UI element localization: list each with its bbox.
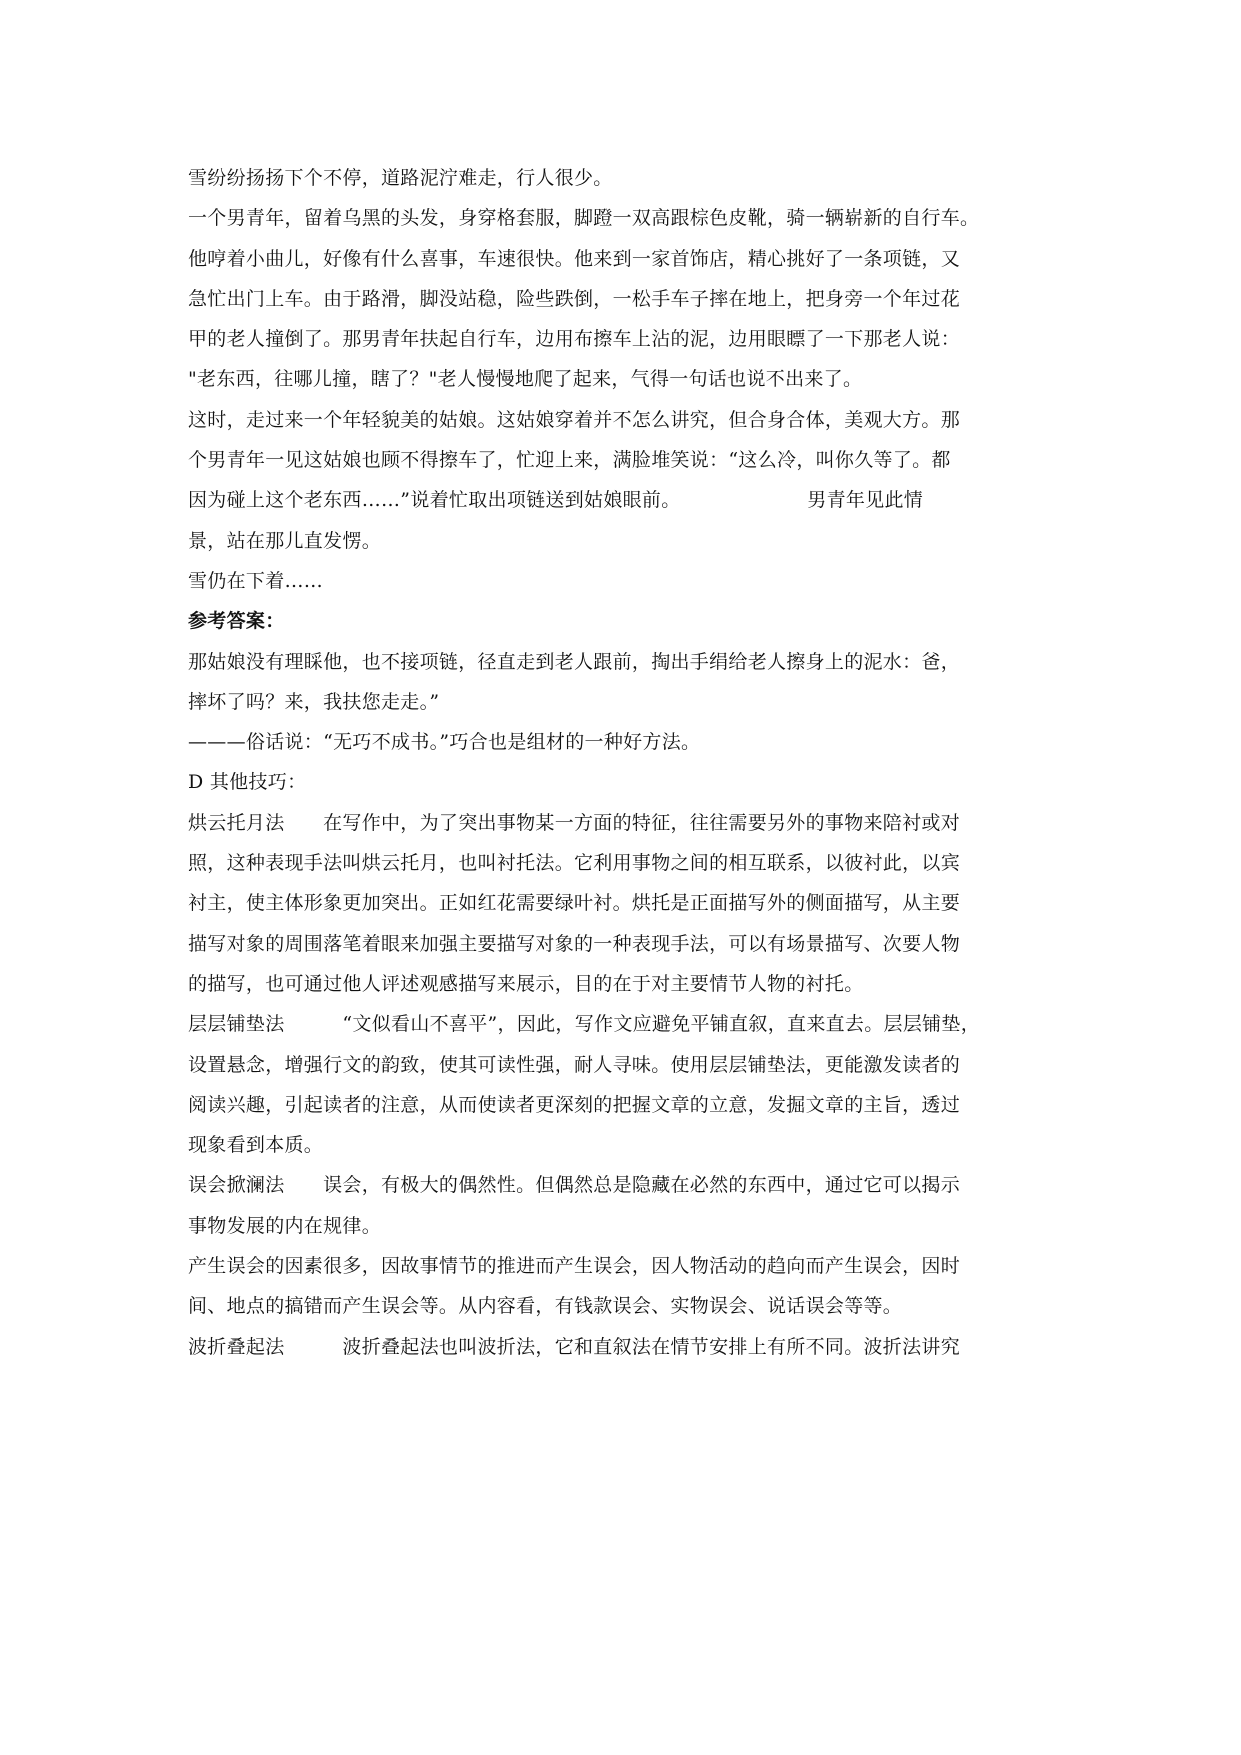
paragraph-line: 间、地点的搞错而产生误会等。从内容看，有钱款误会、实物误会、说话误会等等。 (188, 1295, 903, 1318)
paragraph-line: 因为碰上这个老东西……”说着忙取出项链送到姑娘眼前。 男青年见此情 (188, 489, 924, 512)
paragraph-line: 一个男青年，留着乌黑的头发，身穿格套服，脚蹬一双高跟棕色皮靴，骑一辆崭新的自行车。 (188, 207, 980, 230)
paragraph-line: 烘云托月法 在写作中，为了突出事物某一方面的特征，往往需要另外的事物来陪衬或对 (188, 811, 961, 834)
paragraph-line: 现象看到本质。 (188, 1134, 324, 1157)
paragraph-line: 描写对象的周围落笔着眼来加强主要描写对象的一种表现手法，可以有场景描写、次要人物 (188, 932, 961, 955)
paragraph-line: 摔坏了吗？来，我扶您走走。” (188, 690, 440, 713)
section-heading: D 其他技巧： (188, 771, 307, 794)
paragraph-line: 照，这种表现手法叫烘云托月，也叫衬托法。它利用事物之间的相互联系，以彼衬此，以宾 (188, 852, 961, 875)
paragraph-line: 雪纷纷扬扬下个不停，道路泥泞难走，行人很少。 (188, 167, 613, 189)
paragraph-line: 这时，走过来一个年轻貌美的姑娘。这姑娘穿着并不怎么讲究，但合身合体，美观大方。那 (188, 408, 961, 431)
paragraph-line: 衬主，使主体形象更加突出。正如红花需要绿叶衬。烘托是正面描写外的侧面描写，从主要 (188, 892, 961, 915)
paragraph-line: "老东西，往哪儿撞，瞎了？"老人慢慢地爬了起来，气得一句话也说不出来了。 (188, 368, 863, 391)
paragraph-line: 事物发展的内在规律。 (188, 1214, 382, 1237)
paragraph-line: 设置悬念，增强行文的韵致，使其可读性强，耐人寻味。使用层层铺垫法，更能激发读者的 (188, 1053, 961, 1076)
section-heading: 参考答案： (188, 610, 285, 633)
paragraph-line: 波折叠起法 波折叠起法也叫波折法，它和直叙法在情节安排上有所不同。波折法讲究 (188, 1335, 961, 1358)
paragraph-line: 那姑娘没有理睬他，也不接项链，径直走到老人跟前，掏出手绢给老人擦身上的泥水：爸， (188, 650, 961, 673)
paragraph-line: 他哼着小曲儿，好像有什么喜事，车速很快。他来到一家首饰店，精心挑好了一条项链，又 (188, 247, 961, 270)
paragraph-line: 误会掀澜法 误会，有极大的偶然性。但偶然总是隐藏在必然的东西中，通过它可以揭示 (188, 1174, 961, 1197)
paragraph-line: 产生误会的因素很多，因故事情节的推进而产生误会，因人物活动的趋向而产生误会，因时 (188, 1255, 961, 1278)
paragraph-line: 阅读兴趣，引起读者的注意，从而使读者更深刻的把握文章的立意，发掘文章的主旨，透过 (188, 1093, 961, 1116)
paragraph-line: ———俗话说：“无巧不成书。”巧合也是组材的一种好方法。 (188, 731, 701, 754)
paragraph-line: 雪仍在下着…… (188, 569, 324, 592)
document-body (188, 158, 1063, 1367)
paragraph-line: 个男青年一见这姑娘也顾不得擦车了，忙迎上来，满脸堆笑说：“这么冷，叫你久等了。都 (188, 449, 951, 472)
paragraph-line: 层层铺垫法 “文似看山不喜平”，因此，写作文应避免平铺直叙，直来直去。层层铺垫， (188, 1013, 981, 1036)
paragraph-line: 的描写，也可通过他人评述观感描写来展示，目的在于对主要情节人物的衬托。 (188, 972, 864, 995)
paragraph-line: 甲的老人撞倒了。那男青年扶起自行车，边用布擦车上沾的泥，边用眼瞟了一下那老人说： (188, 328, 961, 351)
paragraph-line: 急忙出门上车。由于路滑，脚没站稳，险些跌倒，一松手车子摔在地上，把身旁一个年过花 (188, 287, 961, 310)
paragraph-line: 景，站在那儿直发愣。 (188, 529, 382, 552)
